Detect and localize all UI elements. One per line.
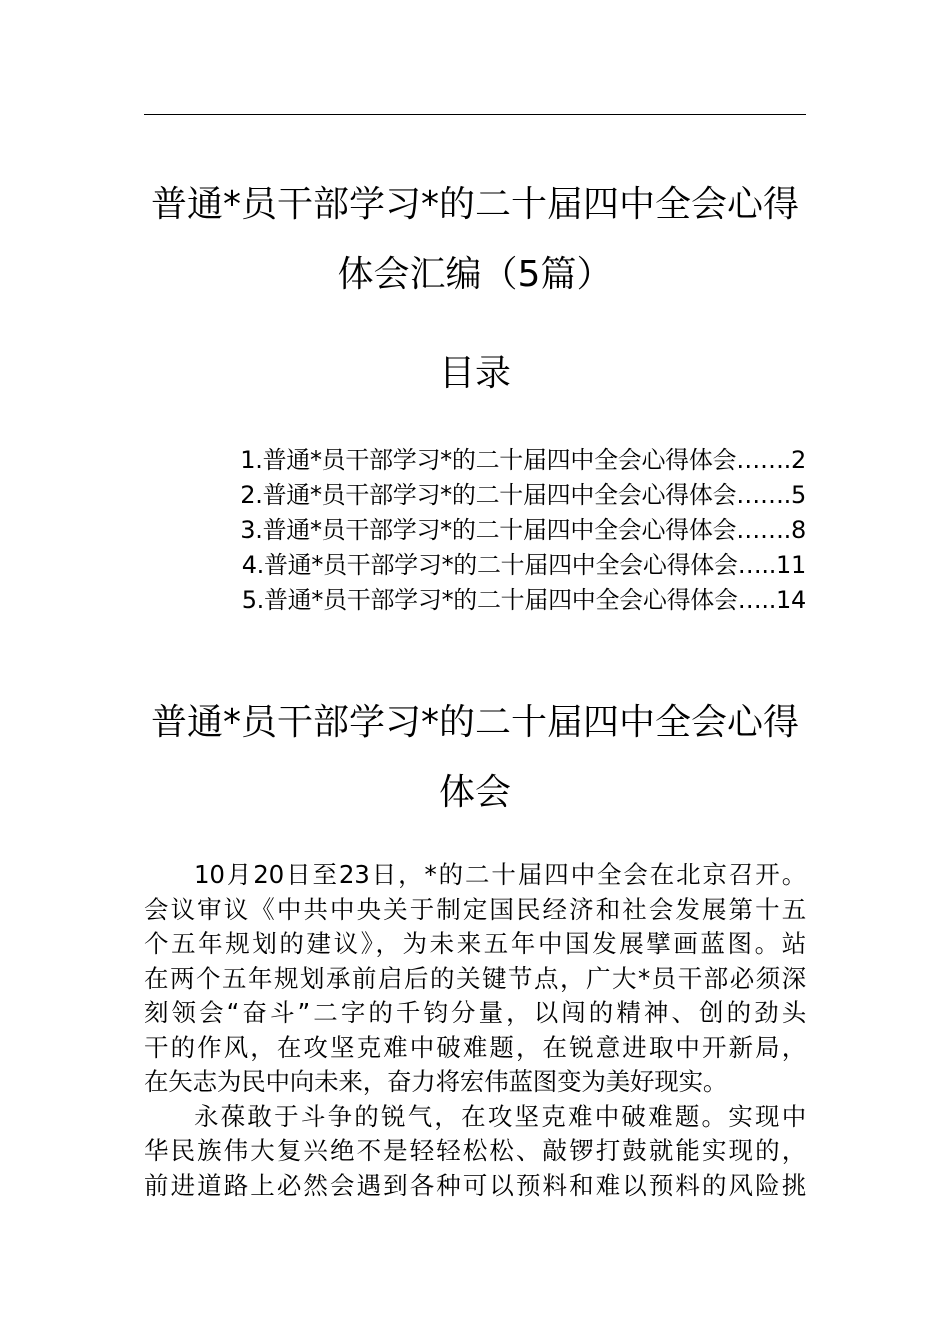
paragraph-line: 前进道路上必然会遇到各种可以预料和难以预料的风险挑 bbox=[144, 1170, 806, 1200]
toc-entry-page: 14 bbox=[776, 586, 806, 614]
toc-entry-1[interactable] bbox=[192, 443, 806, 478]
paragraph-line: 永葆敢于斗争的锐气，在攻坚克难中破难题。实现中 bbox=[194, 1101, 806, 1131]
top-divider bbox=[144, 114, 806, 115]
toc-entry-page: 11 bbox=[776, 551, 806, 579]
document-title-line-2: 体会汇编（5篇） bbox=[337, 254, 613, 295]
paragraph-line: 刻领会“奋斗”二字的千钧分量，以闯的精神、创的劲头 bbox=[144, 998, 806, 1027]
toc-heading: 目录 bbox=[438, 353, 511, 394]
toc-entry-page: 5 bbox=[791, 481, 806, 509]
toc-entry-3[interactable] bbox=[192, 513, 806, 548]
paragraph-line: 在矢志为民中向未来，奋力将宏伟蓝图变为美好现实。 bbox=[144, 1067, 728, 1096]
document-title-line-1: 普通*员干部学习*的二十届四中全会心得 bbox=[150, 184, 799, 225]
toc-entry-5[interactable] bbox=[192, 583, 806, 618]
toc-entry-page: 2 bbox=[791, 446, 806, 474]
body-paragraph-1 bbox=[144, 858, 806, 1100]
toc-entry-2[interactable] bbox=[192, 478, 806, 513]
toc-entry-page: 8 bbox=[791, 516, 806, 544]
toc-entry-label: 3.普通*员干部学习*的二十届四中全会心得体会 bbox=[240, 516, 737, 544]
paragraph-line: 个五年规划的建议》，为未来五年中国发展擘画蓝图。站 bbox=[144, 929, 806, 958]
toc-entry-leader: ….. bbox=[737, 551, 777, 579]
toc-entry-label: 1.普通*员干部学习*的二十届四中全会心得体会 bbox=[240, 446, 737, 474]
document-title bbox=[144, 170, 806, 310]
paragraph-line: 会议审议《中共中央关于制定国民经济和社会发展第十五 bbox=[144, 894, 806, 924]
table-of-contents bbox=[192, 443, 806, 618]
section-title-line-2: 体会 bbox=[438, 772, 511, 813]
section-title bbox=[144, 688, 806, 828]
section-body bbox=[144, 858, 806, 1203]
toc-entry-4[interactable] bbox=[192, 548, 806, 583]
toc-entry-leader: ……. bbox=[736, 516, 792, 544]
toc-entry-leader: ….. bbox=[737, 586, 777, 614]
paragraph-line: 干的作风，在攻坚克难中破难题，在锐意进取中开新局， bbox=[144, 1032, 806, 1062]
section-title-line-1: 普通*员干部学习*的二十届四中全会心得 bbox=[150, 702, 799, 743]
paragraph-line: 华民族伟大复兴绝不是轻轻松松、敲锣打鼓就能实现的， bbox=[144, 1136, 806, 1165]
toc-entry-label: 5.普通*员干部学习*的二十届四中全会心得体会 bbox=[241, 586, 738, 614]
body-paragraph-2 bbox=[144, 1100, 806, 1204]
toc-entry-leader: ……. bbox=[736, 446, 792, 474]
toc-entry-label: 4.普通*员干部学习*的二十届四中全会心得体会 bbox=[241, 551, 738, 579]
paragraph-line: 10月20日至23日，*的二十届四中全会在北京召开。 bbox=[194, 860, 806, 889]
toc-entry-leader: ……. bbox=[736, 481, 792, 509]
paragraph-line: 在两个五年规划承前启后的关键节点，广大*员干部必须深 bbox=[144, 963, 806, 993]
toc-entry-label: 2.普通*员干部学习*的二十届四中全会心得体会 bbox=[240, 481, 737, 509]
